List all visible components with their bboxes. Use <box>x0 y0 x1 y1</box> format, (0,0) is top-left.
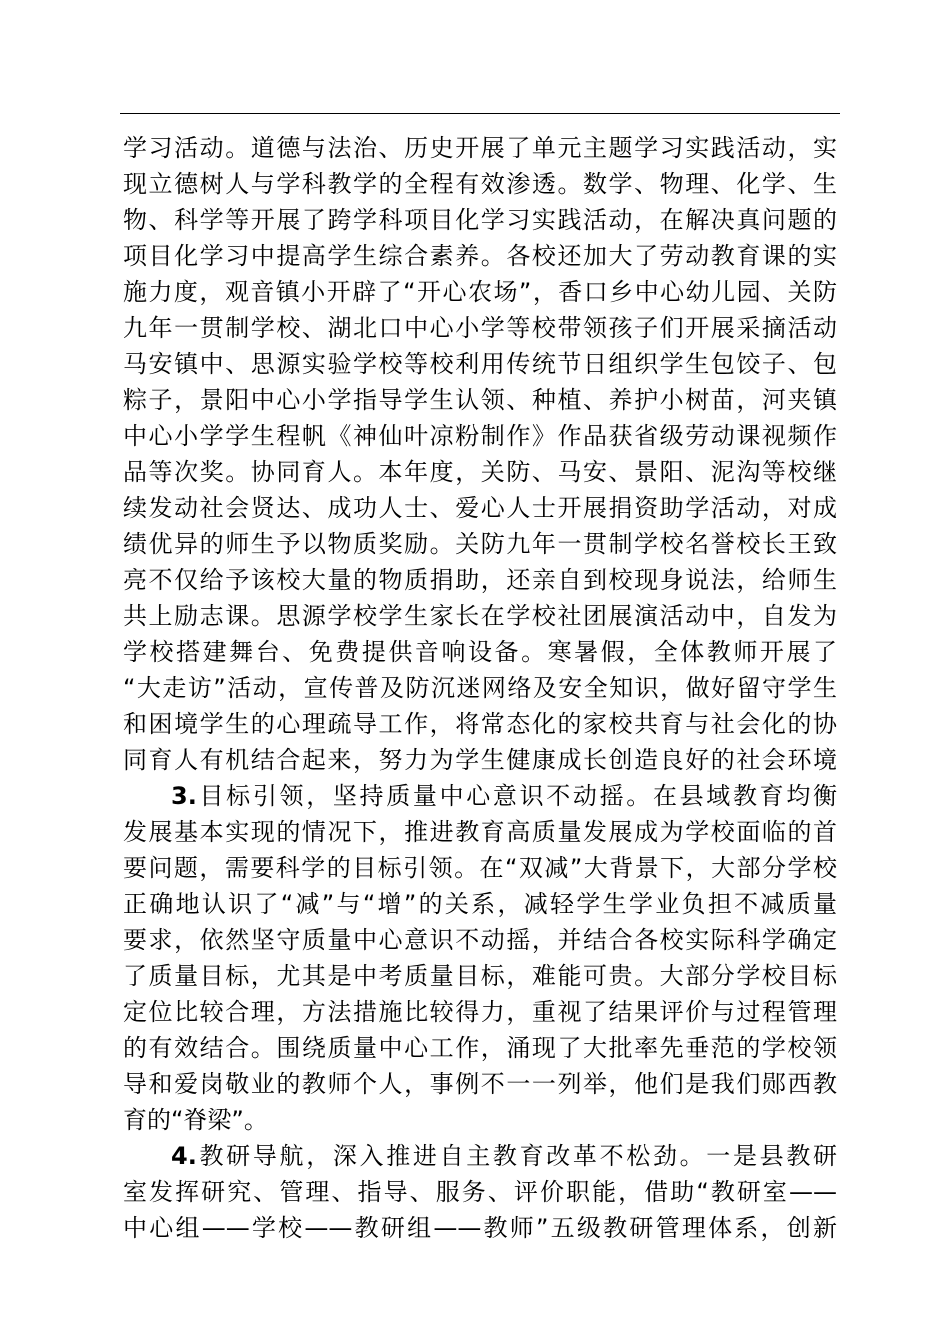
text-line: 粽子，景阳中心小学指导学生认领、种植、养护小树苗，河夹镇 <box>123 386 837 414</box>
text-line: 亮不仅给予该校大量的物质捐助，还亲自到校现身说法，给师生 <box>123 566 837 594</box>
text-line: 室发挥研究、管理、指导、服务、评价职能，借助“教研室—— <box>123 1178 837 1206</box>
text-line: 项目化学习中提高学生综合素养。各校还加大了劳动教育课的实 <box>123 242 837 270</box>
text-line: 施力度，观音镇小开辟了“开心农场”，香口乡中心幼儿园、关防 <box>123 278 837 306</box>
text-line: 要求，依然坚守质量中心意识不动摇，并结合各校实际科学确定 <box>123 926 837 954</box>
text-line: 物、科学等开展了跨学科项目化学习实践活动，在解决真问题的 <box>123 206 837 234</box>
text-line: 中心小学学生程帆《神仙叶凉粉制作》作品获省级劳动课视频作 <box>123 422 837 450</box>
text-line: 续发动社会贤达、成功人士、爱心人士开展捐资助学活动，对成 <box>123 494 837 522</box>
text-line: 导和爱岗敬业的教师个人，事例不一一列举，他们是我们郧西教 <box>123 1070 837 1098</box>
text-line: 发展基本实现的情况下，推进教育高质量发展成为学校面临的首 <box>123 818 837 846</box>
text-line: 要问题，需要科学的目标引领。在“双减”大背景下，大部分学校 <box>123 854 837 882</box>
text-line: 学习活动。道德与法治、历史开展了单元主题学习实践活动，实 <box>123 134 837 162</box>
text-line: 同育人有机结合起来，努力为学生健康成长创造良好的社会环境 <box>123 746 837 774</box>
section-number: 3. <box>171 782 197 810</box>
text-line: 定位比较合理，方法措施比较得力，重视了结果评价与过程管理 <box>123 998 837 1026</box>
text-line: 现立德树人与学科教学的全程有效渗透。数学、物理、化学、生 <box>123 170 837 198</box>
text-line: 的有效结合。围绕质量中心工作，涌现了大批率先垂范的学校领 <box>123 1034 837 1062</box>
section-heading-text: 目标引领，坚持质量中心意识不动摇。在县域教育均衡 <box>196 782 837 810</box>
text-line: 中心组——学校——教研组——教师”五级教研管理体系，创新 <box>123 1214 837 1242</box>
document-body <box>123 130 837 1246</box>
header-rule <box>120 113 840 114</box>
text-line: 了质量目标，尤其是中考质量目标，难能可贵。大部分学校目标 <box>123 962 837 990</box>
text-line: 九年一贯制学校、湖北口中心小学等校带领孩子们开展采摘活动 <box>123 314 837 342</box>
section-3-heading-line <box>123 778 837 814</box>
text-line: 正确地认识了“减”与“增”的关系，减轻学生学业负担不减质量 <box>123 890 837 918</box>
text-line: 育的“脊梁”。 <box>123 1106 268 1134</box>
section-number: 4. <box>171 1142 197 1170</box>
text-line: 和困境学生的心理疏导工作，将常态化的家校共育与社会化的协 <box>123 710 837 738</box>
text-line: 共上励志课。思源学校学生家长在学校社团展演活动中，自发为 <box>123 602 837 630</box>
section-4-heading-line <box>123 1138 837 1174</box>
text-line: 马安镇中、思源实验学校等校利用传统节日组织学生包饺子、包 <box>123 350 837 378</box>
section-heading-text: 教研导航，深入推进自主教育改革不松劲。一是县教研 <box>196 1142 837 1170</box>
text-line: “大走访”活动，宣传普及防沉迷网络及安全知识，做好留守学生 <box>123 674 837 702</box>
text-line: 学校搭建舞台、免费提供音响设备。寒暑假，全体教师开展了 <box>123 638 837 666</box>
text-line: 绩优异的师生予以物质奖励。关防九年一贯制学校名誉校长王致 <box>123 530 837 558</box>
text-line: 品等次奖。协同育人。本年度，关防、马安、景阳、泥沟等校继 <box>123 458 837 486</box>
